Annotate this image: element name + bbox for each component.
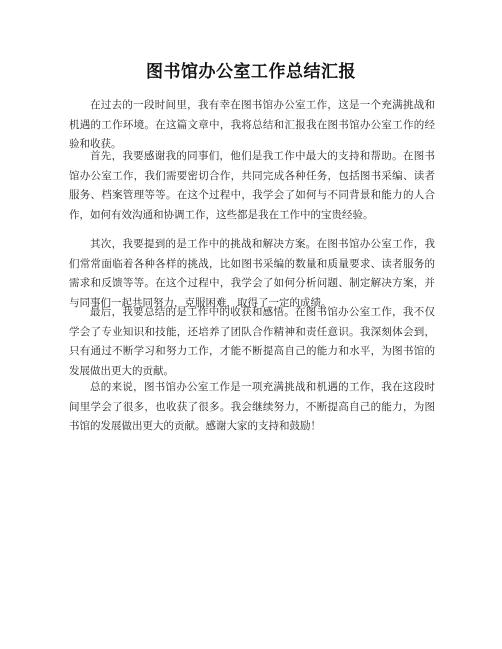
paragraph-colleagues: 首先，我要感谢我的同事们，他们是我工作中最大的支持和帮助。在图书馆办公室工作，我们需要密切合作，共同完成各种任务，包括图书采编、读者服务、档案管理等等。在这个过程中，我学会了如何与不同背景和能力的人合作，如何有效沟通和协调工作，这些都是我在工作中的宝贵经验。: [69, 150, 435, 221]
paragraph-gains: 最后，我要总结的是工作中的收获和感悟。在图书馆办公室工作，我不仅学会了专业知识和技能，还培养了团队合作精神和责任意识。我深刻体会到，只有通过不断学习和努力工作，才能不断提高自己的能力和水平，为图书馆的发展做出更大的贡献。: [69, 306, 435, 377]
paragraph-challenges: 其次，我要提到的是工作中的挑战和解决方案。在图书馆办公室工作，我们常常面临着各种各样的挑战，比如图书采编的数量和质量要求、读者服务的需求和反馈等等。在这个过程中，我学会了如何分析问题、制定解决方案，并与同事们一起共同努力，克服困难，取得了一定的成绩。: [69, 238, 435, 309]
paragraph-intro: 在过去的一段时间里，我有幸在图书馆办公室工作，这是一个充满挑战和机遇的工作环境。在这篇文章中，我将总结和汇报我在图书馆办公室工作的经验和收获。: [69, 99, 435, 150]
document-title: 图书馆办公室工作总结汇报: [146, 62, 356, 82]
paragraph-conclusion: 总的来说，图书馆办公室工作是一项充满挑战和机遇的工作，我在这段时间里学会了很多，也收获了很多。我会继续努力，不断提高自己的能力，为图书馆的发展做出更大的贡献。感谢大家的支持和鼓励！: [69, 381, 435, 432]
